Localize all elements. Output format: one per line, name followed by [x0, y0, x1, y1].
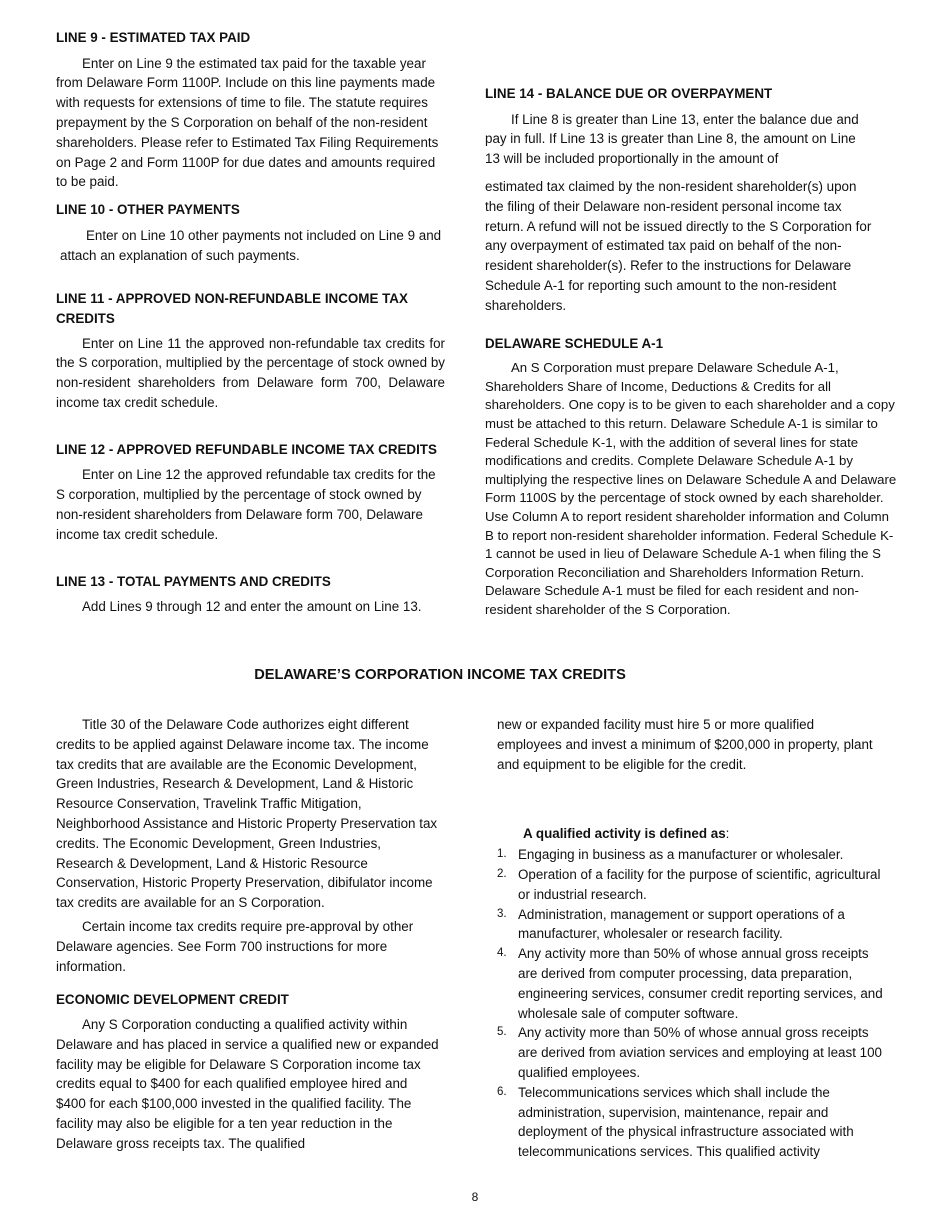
line10-text: Enter on Line 10 other payments not included on Line 9 and attach an explanation of such payments.	[60, 227, 442, 263]
list-item	[497, 845, 888, 865]
list-item-text: Administration, management or support operations of a manufacturer, wholesaler or research facility.	[518, 906, 845, 942]
list-item-number: 5.	[497, 1026, 507, 1039]
right-top-column	[485, 84, 897, 619]
line12-text: Enter on Line 12 the approved refundable tax credits for the S corporation, multiplied by the percentage of stock owned by non-resident shareholders from Delaware form 700, Delaware income tax credit schedule.	[56, 467, 436, 542]
credits-intro-text: Title 30 of the Delaware Code authorizes eight different credits to be applied against Delaware income tax. The income tax credits that are available are the Economic Development, Green Industries, Research & Development, Land & Historic Resource Conservation, Travelink Traffic Mitigation, Neighborhood Assistance and Historic Property Preservation tax credits. The Economic Development, Green Industries, Research & Development, Land & Historic Resource Conservation, Historic Property Preservation, dibifulator income tax credits are available for an S Corporation.	[56, 717, 438, 911]
line14-text-b: estimated tax claimed by the non-resident shareholder(s) upon the filing of their Delaware non-resident personal income tax return. A refund will not be issued directly to the S Corporation for any overpayment of estimated tax paid on behalf of the non-resident shareholder(s). Refer to the instructions for Delaware Schedule A-1 for reporting such amount to the non-resident shareholders.	[485, 178, 872, 313]
line9-text: Enter on Line 9 the estimated tax paid for the taxable year from Delaware Form 1100P. Include on this line payments made with requests for extensions of time to file. The statute requires prepayment by the S Corporation on behalf of the non-resident shareholders. Please refer to Estimated Tax Filing Requirements on Page 2 and Form 1100P for due dates and amounts required to be paid.	[56, 55, 439, 190]
list-item-number: 3.	[497, 907, 507, 920]
list-item	[497, 1083, 888, 1162]
line11-heading-line1: LINE 11 - APPROVED NON-REFUNDABLE INCOME TAX	[56, 291, 408, 307]
qualified-activity-heading-text: A qualified activity is defined as	[523, 826, 726, 842]
list-item	[497, 905, 888, 945]
economic-development-continued-text: new or expanded facility must hire 5 or more qualified employees and invest a minimum of $200,000 in property, plant and equipment to be eligible for the credit.	[497, 717, 873, 772]
list-item-text: Operation of a facility for the purpose of scientific, agricultural or industrial research.	[518, 866, 881, 902]
list-item-text: Telecommunications services which shall include the administration, supervision, maintenance, repair and deployment of the physical infrastructure associated with telecommunications services. This qualified activity	[518, 1084, 854, 1160]
qualified-activity-list	[497, 845, 888, 1162]
right-bottom-column	[497, 715, 883, 1162]
list-item	[497, 1023, 888, 1082]
line11-heading	[56, 289, 448, 328]
line9-heading: LINE 9 - ESTIMATED TAX PAID	[56, 30, 251, 45]
left-bottom-column	[56, 715, 448, 1154]
economic-development-heading: ECONOMIC DEVELOPMENT CREDIT	[56, 992, 289, 1008]
list-item	[497, 865, 888, 905]
economic-development-text: Any S Corporation conducting a qualified activity within Delaware and has placed in service a qualified new or expanded facility may be eligible for Delaware S Corporation income tax credits equal to $400 for each qualified employee hired and $400 for each $100,000 invested in the qualified facility. The facility may also be eligible for a ten year reduction in the Delaware gross receipts tax. The qualified	[56, 1016, 439, 1151]
line11-heading-line2: CREDITS	[56, 310, 115, 326]
list-item-number: 1.	[497, 848, 507, 861]
qualified-activity-heading-colon: :	[725, 826, 730, 842]
list-item-text: Any activity more than 50% of whose annual gross receipts are derived from aviation services and employing at least 100 qualified employees.	[518, 1025, 882, 1080]
line11-text: Enter on Line 11 the approved non-refundable tax credits for the S corporation, multiplied by the percentage of stock owned by non-resident shareholders from Delaware form 700, Delaware income tax credit schedule.	[56, 335, 445, 410]
qualified-activity-heading	[497, 824, 877, 844]
line14-text-a: If Line 8 is greater than Line 13, enter the balance due and pay in full. If Line 13 is greater than Line 8, the amount on Line 13 will be included proportionally in the amount of	[485, 111, 859, 167]
list-item-number: 4.	[497, 947, 507, 960]
left-top-column	[56, 28, 448, 617]
list-item-number: 6.	[497, 1085, 507, 1098]
line13-text: Add Lines 9 through 12 and enter the amount on Line 13.	[82, 599, 422, 615]
section-title: DELAWARE’S CORPORATION INCOME TAX CREDITS	[254, 667, 626, 683]
list-item-text: Engaging in business as a manufacturer or wholesaler.	[518, 847, 844, 863]
line10-heading: LINE 10 - OTHER PAYMENTS	[56, 202, 240, 218]
schedule-a1-heading: DELAWARE SCHEDULE A-1	[485, 335, 664, 351]
list-item-number: 2.	[497, 867, 507, 880]
line12-heading: LINE 12 - APPROVED REFUNDABLE INCOME TAX CREDITS	[56, 441, 437, 457]
page-number: 8	[471, 1190, 479, 1204]
schedule-a1-text: An S Corporation must prepare Delaware Schedule A-1, Shareholders Share of Income, Deductions & Credits for all shareholders. One copy is to be given to each shareholder and a copy must be attached to this return. Delaware Schedule A-1 is similar to Federal Schedule K-1, with the addition of several lines for state modifications and credits. Complete Delaware Schedule A-1 by multiplying the respective lines on Delaware Schedule A and Delaware Form 1100S by the percentage of stock owned by each shareholder. Use Column A to report resident shareholder information and Column B to report non-resident shareholder information. Federal Schedule K-1 cannot be used in lieu of Delaware Schedule A-1 when filing the S Corporation Reconciliation and Shareholders Information Return. Delaware Schedule A-1 must be filed for each resident and non-resident shareholder of the S Corporation.	[485, 360, 897, 617]
line14-heading: LINE 14 - BALANCE DUE OR OVERPAYMENT	[485, 86, 773, 101]
line13-heading: LINE 13 - TOTAL PAYMENTS AND CREDITS	[56, 573, 331, 589]
list-item-text: Any activity more than 50% of whose annual gross receipts are derived from computer processing, data preparation, engineering services, consumer credit reporting services, and wholesale sale of computer software.	[518, 946, 883, 1021]
credits-preapproval-text: Certain income tax credits require pre-approval by other Delaware agencies. See Form 700 instructions for more information.	[56, 918, 414, 974]
list-item	[497, 944, 888, 1023]
